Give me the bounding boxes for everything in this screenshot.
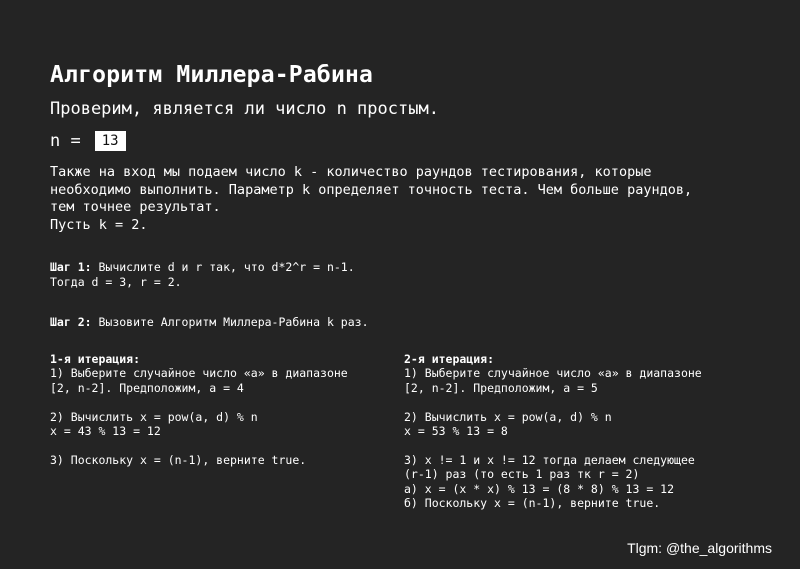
step-1-result: Тогда d = 3, r = 2. [50,274,182,289]
iteration-1-heading: 1-я итерация: [50,352,141,366]
iteration-2 [404,352,702,510]
iteration-line: 1) Выберите случайное число «a» в диапазоне [404,366,702,381]
intro-line: Также на вход мы подаем число k - количество раундов тестирования, которые [50,164,652,180]
step-1-label: Шаг 1: [50,260,92,274]
iteration-line: x = 43 % 13 = 12 [50,424,161,439]
iteration-1 [50,352,348,467]
iteration-line: x = 53 % 13 = 8 [404,424,508,439]
iteration-line: (r-1) раз (то есть 1 раз тк r = 2) [404,467,640,482]
iteration-line: 2) Вычислить x = pow(a, d) % n [404,409,612,424]
n-value-box: 13 [95,131,126,151]
iteration-line: [2, n-2]. Предположим, a = 5 [404,380,598,395]
subtitle: Проверим, является ли число n простым. [50,99,439,119]
step-2-text: Вызовите Алгоритм Миллера-Рабина k раз. [91,315,369,329]
intro-line: Пусть k = 2. [50,216,148,233]
step-2-label: Шаг 2: [50,315,92,329]
intro-paragraph [50,164,692,234]
iteration-line: 3) Поскольку x = (n-1), верните true. [50,452,307,467]
n-row [50,131,126,151]
step-1 [50,260,355,289]
iteration-line: 1) Выберите случайное число «a» в диапазоне [50,366,348,381]
iteration-line: [2, n-2]. Предположим, a = 4 [50,380,244,395]
intro-line: тем точнее результат. [50,199,221,215]
iteration-2-heading: 2-я итерация: [404,352,495,366]
page-title: Алгоритм Миллера-Рабина [50,62,374,88]
intro-line: необходимо выполнить. Параметр k определяет точность теста. Чем больше раундов, [50,181,693,198]
n-label: n = [50,131,81,151]
step-2 [50,315,369,330]
iteration-line: 3) x != 1 и x != 12 тогда делаем следующее [404,452,695,467]
iteration-line: а) x = (x * x) % 13 = (8 * 8) % 13 = 12 [404,481,675,496]
footer-credit: Tlgm: @the_algorithms [627,540,772,556]
iteration-line: 2) Вычислить x = pow(a, d) % n [50,409,258,424]
iteration-line: б) Поскольку x = (n-1), верните true. [404,496,661,511]
step-1-text: Вычислите d и r так, что d*2^r = n-1. [91,260,355,274]
